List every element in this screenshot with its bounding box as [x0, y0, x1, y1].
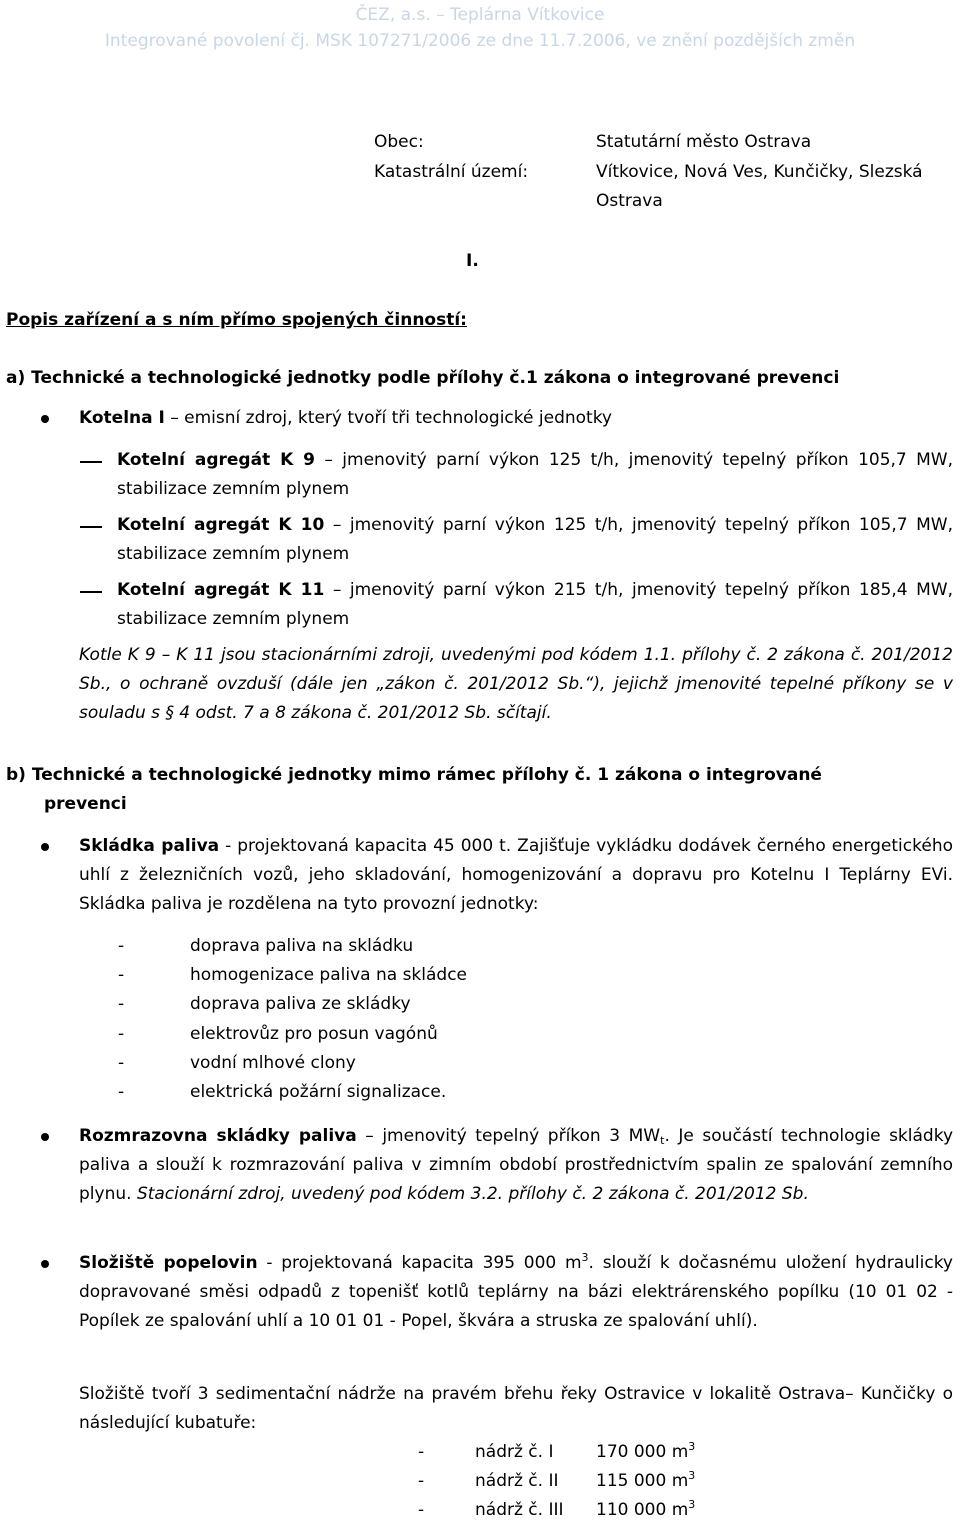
unit-dash: - [118, 1053, 125, 1073]
unit-item: doprava paliva na skládku [190, 936, 414, 956]
katastr-value-2: Ostrava [596, 191, 663, 211]
katastr-label: Katastrální území: [374, 162, 529, 182]
nadrz-volume: 110 000 $m^3$ [596, 1498, 696, 1520]
nadrz-name: nádrž č. II [475, 1471, 559, 1491]
dash-icon [80, 461, 102, 463]
header-permit: Integrované povolení čj. MSK 107271/2006 ze dne 11.7.2006, ve znění pozdějších změn [104, 31, 856, 51]
skladka-paliva: Skládka paliva - projektovaná kapacita 45 000 t. Zajišťuje vykládku dodávek černého energetického uhlí z železničních vozů, jeho skladování, homogenizování a dopravu pro Kotelnu I Teplárny EVi. Skládka paliva je rozdělena na tyto provozní jednotky: [79, 836, 953, 914]
section-title: Popis zařízení a s ním přímo spojených činností: [6, 310, 467, 330]
agregat-k10: Kotelní agregát K 10 – jmenovitý parní výkon 125 t/h, jmenovitý tepelný příkon 105,7 MW, stabilizace zemním plynem [117, 515, 953, 564]
header-company: ČEZ, a.s. – Teplárna Vítkovice [355, 5, 605, 25]
unit-item: elektrická požární signalizace. [190, 1082, 447, 1102]
nadrz-dash: - [418, 1500, 425, 1520]
nadrz-dash: - [418, 1471, 425, 1491]
unit-dash: - [118, 965, 125, 985]
rozmrazovna: Rozmrazovna skládky paliva – jmenovitý tepelný příkon 3 $MW_t$. Je součástí technologie skládky paliva a slouží k rozmrazování paliva v zimním období prostřednictvím spalin ze spalování zemního plynu. Stacionární zdroj, uvedený pod kódem 3.2. přílohy č. 2 zákona č. 201/2012 Sb. [79, 1126, 954, 1204]
unit-dash: - [118, 994, 125, 1014]
agregat-k11: Kotelní agregát K 11 – jmenovitý parní výkon 215 t/h, jmenovitý tepelný příkon 185,4 MW, stabilizace zemním plynem [117, 580, 953, 629]
agregat-k9: Kotelní agregát K 9 – jmenovitý parní výkon 125 t/h, jmenovitý tepelný příkon 105,7 MW, stabilizace zemním plynem [117, 450, 954, 499]
unit-item: elektrovůz pro posun vagónů [190, 1024, 438, 1044]
nadrz-name: nádrž č. I [475, 1442, 554, 1462]
nadrz-volume: 115 000 $m^3$ [596, 1469, 696, 1491]
kotle-note: Kotle K 9 – K 11 jsou stacionárními zdroji, uvedenými pod kódem 1.1. přílohy č. 2 zákona č. 201/2012 Sb., o ochraně ovzduší (dále jen „zákon č. 201/2012 Sb.“), jejichž jmenovité tepelné příkony se v souladu s § 4 odst. 7 a 8 zákona č. 201/2012 Sb. sčítají. [79, 645, 953, 723]
bullet-icon [41, 843, 49, 851]
nadrz-name: nádrž č. III [475, 1500, 564, 1520]
unit-item: vodní mlhové clony [190, 1053, 356, 1073]
unit-dash: - [118, 936, 125, 956]
dash-icon [80, 526, 102, 528]
unit-dash: - [118, 1024, 125, 1044]
slozikste-popelovin: Složiště popelovin - projektovaná kapacita 395 000 $m^3$. slouží k dočasnému uložení hydraulicky dopravované směsi odpadů z topenišť kotlů teplárny na bázi elektrárenského popílku (10 01 02 - Popílek ze spalování uhlí a 10 01 01 - Popel, škvára a struska ze spalování uhlí). [79, 1251, 953, 1331]
nadrz-dash: - [418, 1442, 425, 1462]
obec-label: Obec: [374, 132, 424, 152]
bullet-icon [41, 1133, 49, 1141]
part-a-heading: a) Technické a technologické jednotky podle přílohy č.1 zákona o integrované prevenci [6, 368, 840, 388]
bullet-icon [41, 1260, 49, 1268]
nadrze-intro: Složiště tvoří 3 sedimentační nádrže na pravém břehu řeky Ostravice v lokalitě Ostrava– Kunčičky o následující kubatuře: [79, 1384, 953, 1433]
part-b-heading-1: b) Technické a technologické jednotky mimo rámec přílohy č. 1 zákona o integrované [6, 765, 822, 785]
dash-icon [80, 591, 102, 593]
obec-value: Statutární město Ostrava [596, 132, 812, 152]
katastr-value-1: Vítkovice, Nová Ves, Kunčičky, Slezská [596, 162, 923, 182]
bullet-icon [41, 415, 49, 423]
nadrz-volume: 170 000 $m^3$ [596, 1440, 696, 1462]
kotelna-item: Kotelna I – emisní zdroj, který tvoří tři technologické jednotky [79, 408, 612, 428]
section-number: I. [466, 251, 479, 271]
unit-item: homogenizace paliva na skládce [190, 965, 468, 985]
unit-dash: - [118, 1082, 125, 1102]
part-b-heading-2: prevenci [44, 794, 127, 814]
unit-item: doprava paliva ze skládky [190, 994, 411, 1014]
